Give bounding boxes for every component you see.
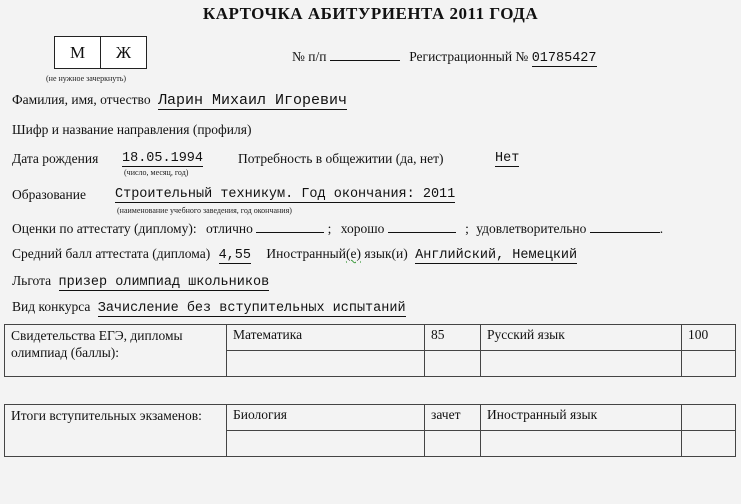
grades-good-field[interactable] xyxy=(388,220,456,233)
ege-header: Свидетельства ЕГЭ, дипломы олимпиад (баллы): xyxy=(5,325,227,377)
exams-score1[interactable]: зачет xyxy=(425,405,481,431)
avg-row xyxy=(12,246,577,263)
number-field[interactable] xyxy=(330,48,400,61)
competition-row xyxy=(12,299,406,316)
exams-subject2[interactable]: Иностранный язык xyxy=(481,405,682,431)
ege-table xyxy=(4,324,736,377)
grades-end: . xyxy=(659,221,664,236)
exams-score2[interactable] xyxy=(682,405,736,431)
lang-label-a: Иностранный xyxy=(266,246,346,261)
ege-cell[interactable] xyxy=(481,351,682,377)
exams-header: Итоги вступительных экзаменов: xyxy=(5,405,227,457)
grades-sep: ; xyxy=(465,221,469,236)
fio-label: Фамилия, имя, отчество xyxy=(12,92,151,107)
direction-label: Шифр и название направления (профиля) xyxy=(12,122,252,137)
competition-label: Вид конкурса xyxy=(12,299,91,314)
reg-label: Регистрационный № xyxy=(409,49,529,64)
avg-label: Средний балл аттестата (диплома) xyxy=(12,246,211,261)
benefit-label: Льгота xyxy=(12,273,52,288)
birth-label: Дата рождения xyxy=(12,151,99,166)
grades-satisfactory-field[interactable] xyxy=(590,220,660,233)
lang-label-c: язык(и) xyxy=(364,246,408,261)
avg-value[interactable]: 4,55 xyxy=(218,248,251,263)
ege-score2[interactable]: 100 xyxy=(682,325,736,351)
fio-row xyxy=(12,92,347,109)
exams-cell[interactable] xyxy=(425,431,481,457)
gender-female[interactable]: Ж xyxy=(100,37,146,68)
education-label: Образование xyxy=(12,187,86,202)
gender-note: (не нужное зачеркнуть) xyxy=(46,74,127,83)
birth-note: (число, месяц, год) xyxy=(124,168,189,177)
lang-value[interactable]: Английский, Немецкий xyxy=(415,248,578,263)
grades-good-label: хорошо xyxy=(340,221,385,236)
competition-value[interactable]: Зачисление без вступительных испытаний xyxy=(97,301,406,316)
education-note: (наименование учебного заведения, год окончания) xyxy=(117,206,292,215)
page-title: КАРТОЧКА АБИТУРИЕНТА 2011 ГОДА xyxy=(202,4,539,23)
fio-value[interactable]: Ларин Михаил Игоревич xyxy=(157,92,347,109)
benefit-value[interactable]: призер олимпиад школьников xyxy=(58,275,270,290)
dorm-value[interactable]: Нет xyxy=(495,151,520,166)
grades-satisfactory-label: удовлетворительно xyxy=(476,221,587,236)
grades-row xyxy=(12,220,663,237)
lang-label-b: (е) xyxy=(345,246,361,261)
exams-cell[interactable] xyxy=(227,431,425,457)
number-label: № п/п xyxy=(292,49,327,64)
ege-subject1[interactable]: Математика xyxy=(227,325,425,351)
birth-value[interactable]: 18.05.1994 xyxy=(122,151,204,166)
grades-label: Оценки по аттестату (диплому): xyxy=(12,221,197,236)
number-row xyxy=(292,48,597,66)
gender-box xyxy=(54,36,147,69)
ege-subject2[interactable]: Русский язык xyxy=(481,325,682,351)
exams-table xyxy=(4,404,736,457)
grades-excellent-label: отлично xyxy=(205,221,253,236)
grades-excellent-field[interactable] xyxy=(256,220,324,233)
benefit-row xyxy=(12,273,269,290)
grades-sep: ; xyxy=(327,221,332,236)
ege-score1[interactable]: 85 xyxy=(425,325,481,351)
lang-label xyxy=(266,246,407,261)
gender-male[interactable]: М xyxy=(69,42,86,62)
exams-cell[interactable] xyxy=(682,431,736,457)
exams-subject1[interactable]: Биология xyxy=(227,405,425,431)
reg-value[interactable]: 01785427 xyxy=(531,51,597,66)
dorm-label: Потребность в общежитии (да, нет) xyxy=(238,151,444,166)
ege-cell[interactable] xyxy=(227,351,425,377)
exams-cell[interactable] xyxy=(481,431,682,457)
ege-cell[interactable] xyxy=(682,351,736,377)
ege-cell[interactable] xyxy=(425,351,481,377)
education-value[interactable]: Строительный техникум. Год окончания: 2011 xyxy=(115,187,456,202)
